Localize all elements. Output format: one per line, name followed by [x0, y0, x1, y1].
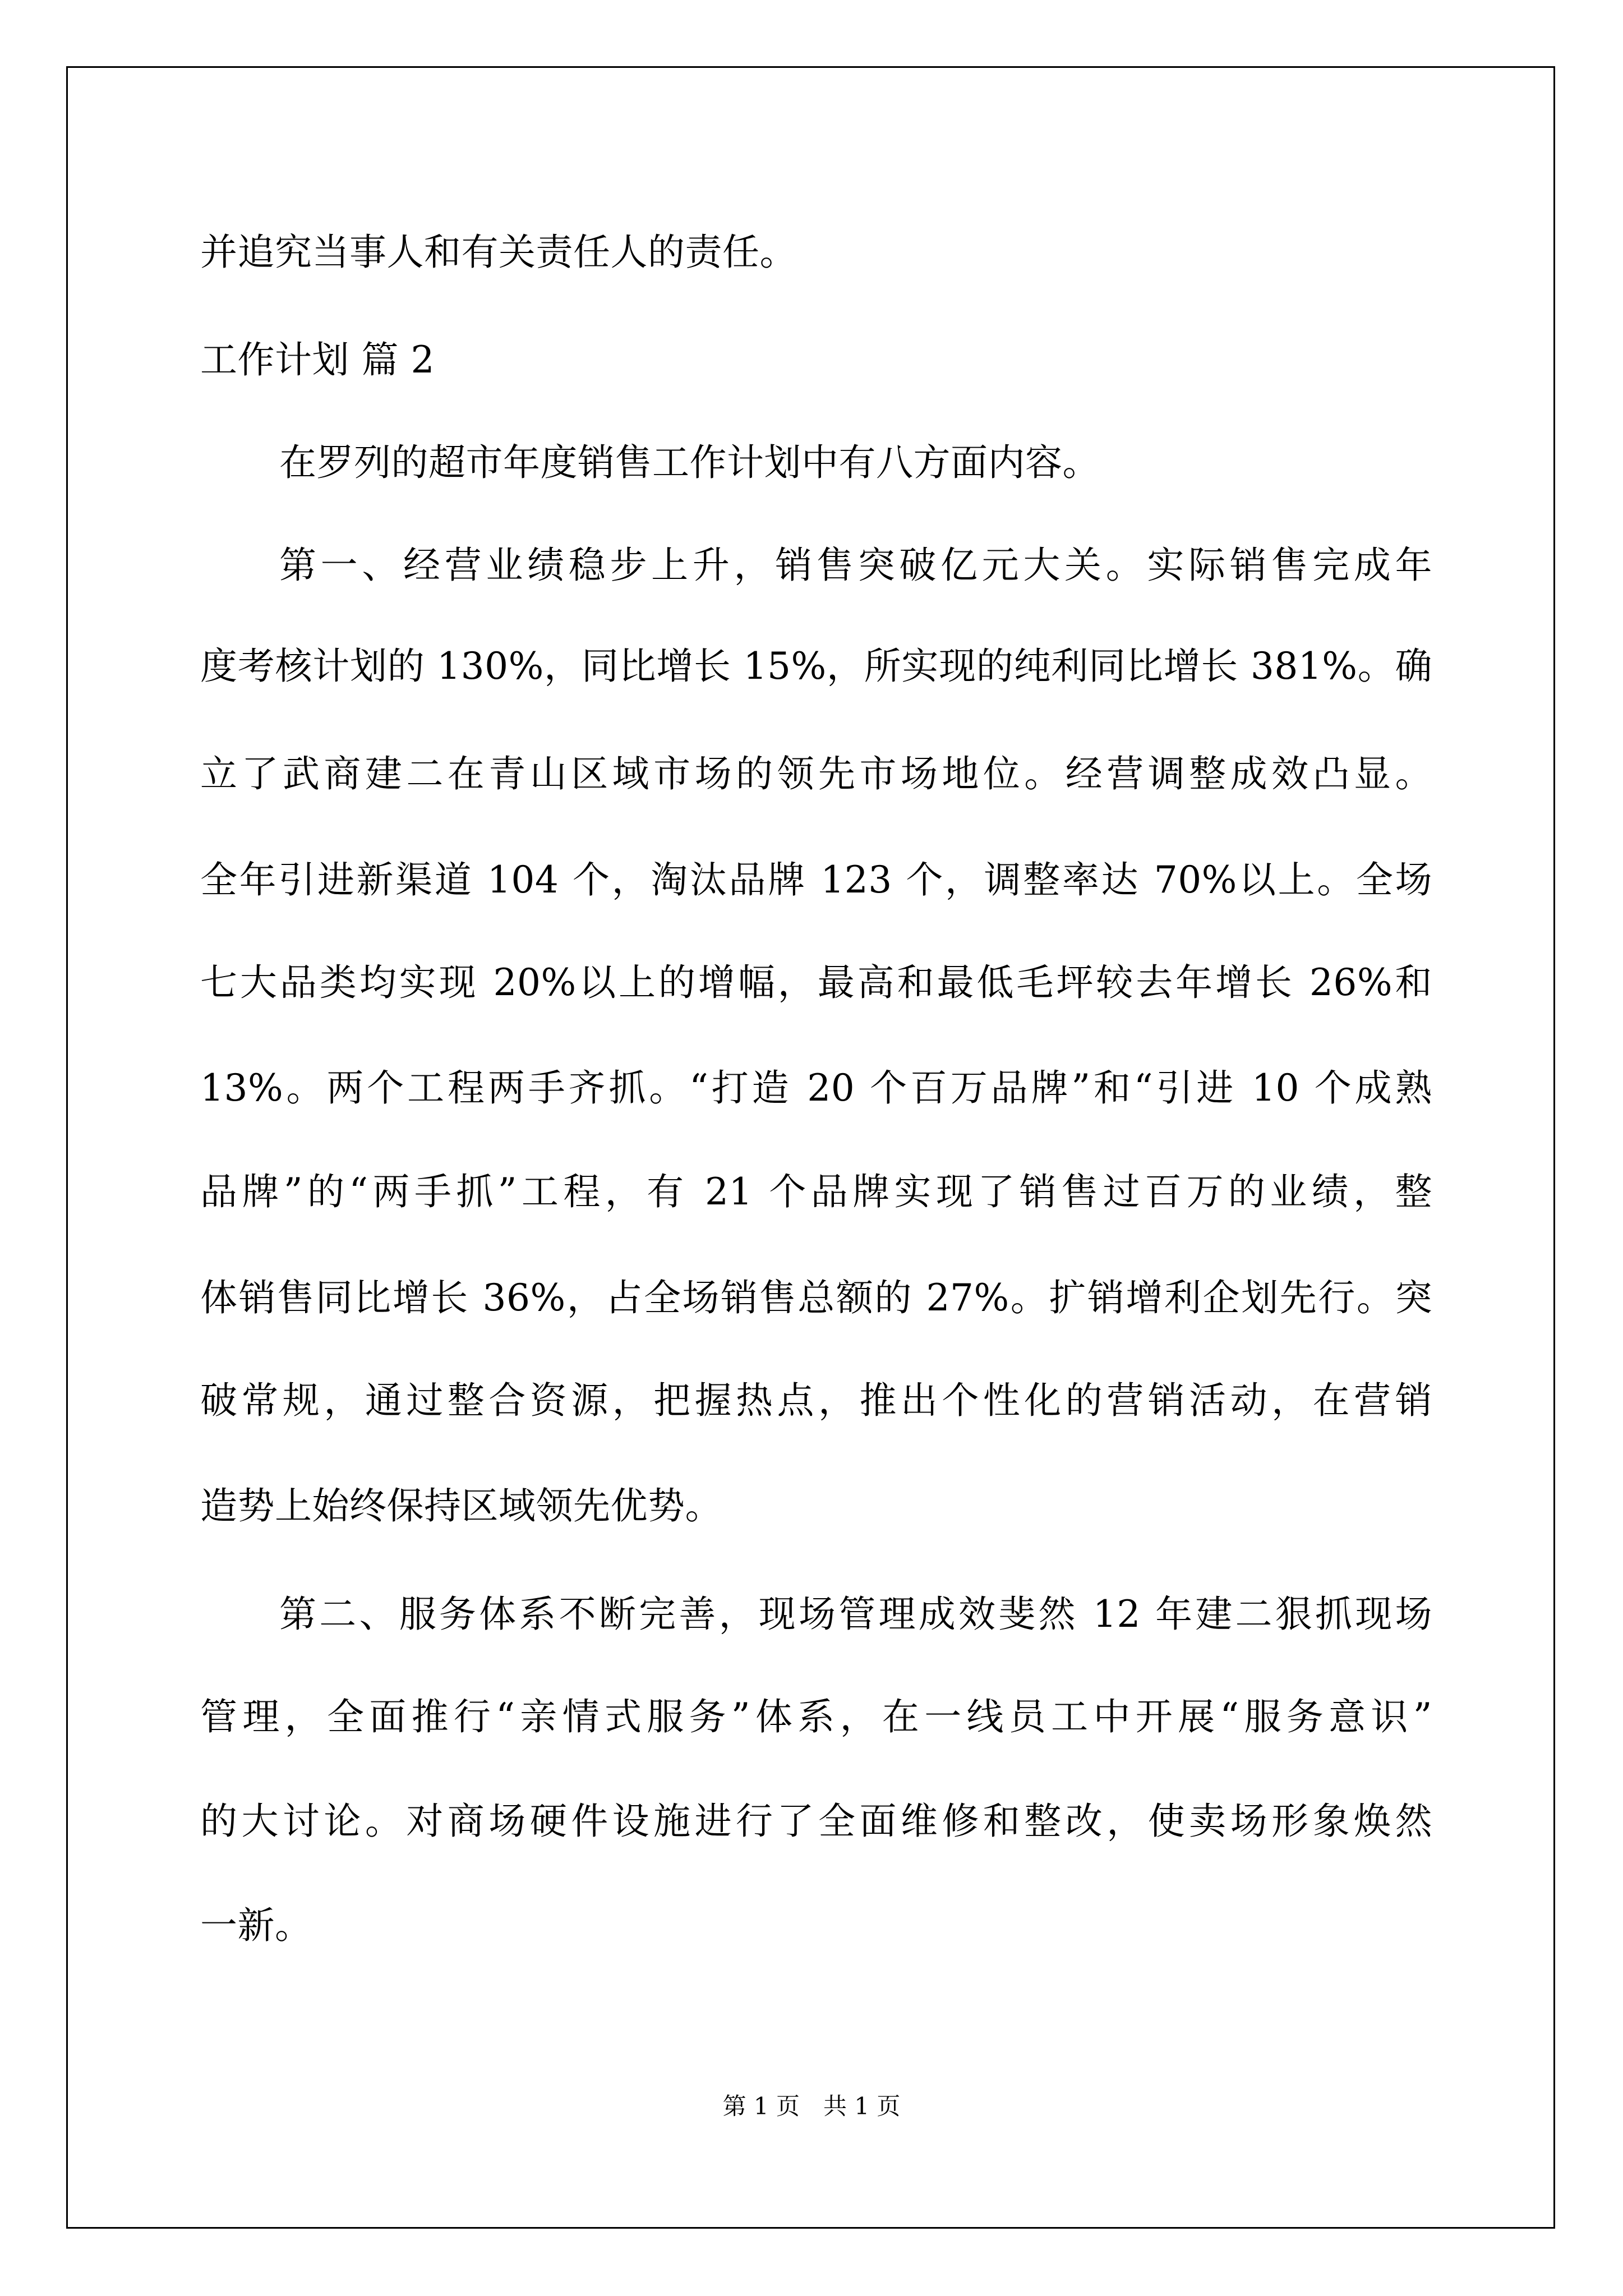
- text-line: 造势上始终保持区域领先优势。: [200, 1484, 722, 1527]
- text-line: 体销售同比增长 36%，占全场销售总额的 27%。扩销增利企划先行。突: [200, 1276, 1432, 1319]
- page-indicator: 第 1 页 共 1 页: [722, 2092, 901, 2120]
- text-line: 并追究当事人和有关责任人的责任。: [200, 231, 797, 274]
- text-line: 管理，全面推行“亲情式服务”体系，在一线员工中开展“服务意识”: [200, 1695, 1432, 1738]
- text-line: 13%。两个工程两手齐抓。“打造 20 个百万品牌”和“引进 10 个成熟: [200, 1066, 1432, 1110]
- text-line: 品牌”的“两手抓”工程，有 21 个品牌实现了销售过百万的业绩，整: [200, 1170, 1432, 1213]
- text-line: 第一、经营业绩稳步上升，销售突破亿元大关。实际销售完成年: [279, 544, 1432, 587]
- text-line: 破常规，通过整合资源，把握热点，推出个性化的营销活动，在营销: [200, 1379, 1432, 1422]
- text-line: 的大讨论。对商场硬件设施进行了全面维修和整改，使卖场形象焕然: [200, 1800, 1432, 1843]
- text-line: 七大品类均实现 20%以上的增幅，最高和最低毛坪较去年增长 26%和: [200, 961, 1432, 1004]
- text-line: 在罗列的超市年度销售工作计划中有八方面内容。: [279, 441, 1100, 484]
- text-line: 第二、服务体系不断完善，现场管理成效斐然 12 年建二狠抓现场: [279, 1593, 1432, 1636]
- section-heading: 工作计划 篇 2: [200, 338, 435, 381]
- text-line: 度考核计划的 130%，同比增长 15%，所实现的纯利同比增长 381%。确: [200, 645, 1432, 688]
- text-line: 一新。: [200, 1904, 312, 1947]
- text-line: 立了武商建二在青山区域市场的领先市场地位。经营调整成效凸显。: [200, 752, 1432, 795]
- text-line: 全年引进新渠道 104 个，淘汰品牌 123 个，调整率达 70%以上。全场: [200, 858, 1432, 901]
